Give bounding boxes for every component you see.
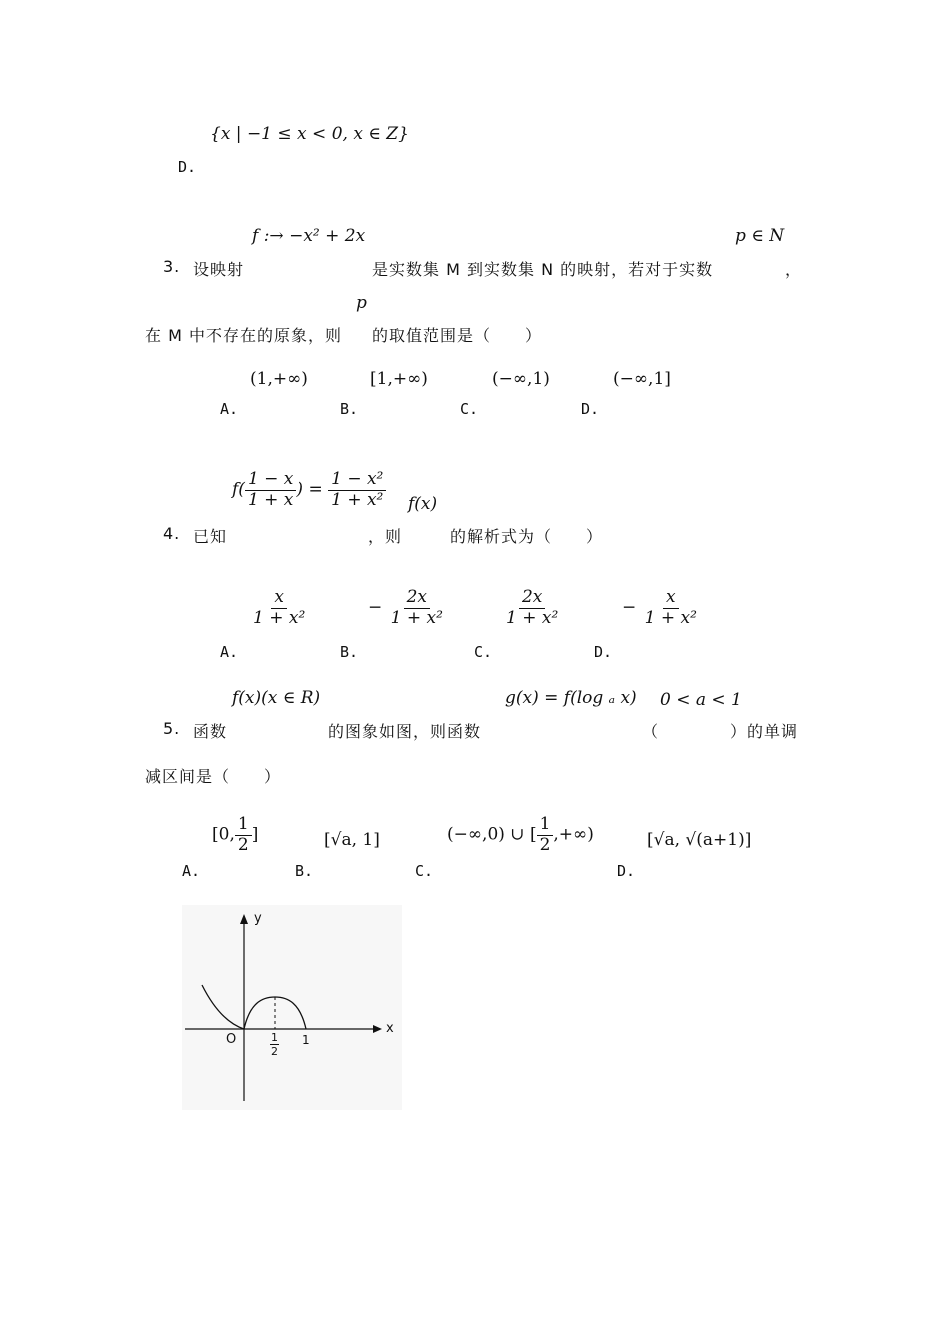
q5-number: 5. xyxy=(163,719,181,738)
q5-text-d: ）的单调 xyxy=(730,722,799,741)
q4-option-d-expr: − $\frac{x}{\text{1 + x²}}$ xyxy=(622,587,697,628)
y-axis-label: y xyxy=(254,911,262,926)
q3-text-line2-b: 的取值范围是（ ） xyxy=(372,326,543,345)
q5-option-d-label: D. xyxy=(617,862,636,880)
q4-option-a-expr: $\frac{x}{\text{1 + x²}}$ xyxy=(253,587,306,628)
q5-g-expression: g(x) = f(log ₐ x) xyxy=(505,688,637,708)
q5-option-c-expr: (−∞,0) ∪ [ $\frac{1}{2}$ ,+∞) xyxy=(447,814,594,855)
q3-option-c-label: C. xyxy=(460,400,479,418)
q5-text-line2: 减区间是（ ） xyxy=(145,767,282,786)
q3-option-c-expr: (−∞,1) xyxy=(492,369,550,389)
q4-option-d-label: D. xyxy=(594,643,613,661)
q3-text-c: ， xyxy=(785,260,803,279)
y-axis-arrow-icon xyxy=(240,914,248,924)
q3-option-a-label: A. xyxy=(220,400,239,418)
q5-option-b-label: B. xyxy=(295,862,314,880)
q5-text-a: 函数 xyxy=(193,722,228,741)
q5-option-b-expr: [√a, 1] xyxy=(324,830,380,850)
origin-label: O xyxy=(226,1032,237,1047)
q4-text-b: ，则 xyxy=(368,527,403,546)
q4-option-c-expr: $\frac{2x}{\text{1 + x²}}$ xyxy=(506,587,559,628)
q5-option-d-expr: [√a, √(a+1)] xyxy=(647,830,752,850)
q5-f-expression: f(x)(x ∈ R) xyxy=(232,688,321,708)
x-axis-label: x xyxy=(386,1021,394,1036)
q3-text-line2-a: 在 M 中不存在的原象，则 xyxy=(145,326,342,345)
q4-option-b-label: B. xyxy=(340,643,359,661)
q3-text-a: 设映射 xyxy=(193,260,245,279)
q4-text-a: 已知 xyxy=(193,527,228,546)
q4-option-b-expr: − $\frac{2x}{\text{1 + x²}}$ xyxy=(368,587,443,628)
q5-option-a-expr: [0, $\frac{1}{2}$ ] xyxy=(212,814,259,855)
q3-p-in-n: p ∈ N xyxy=(735,226,785,246)
q2-set-expression: {x | −1 ≤ x < 0, x ∈ Z} xyxy=(210,124,409,144)
curve-left xyxy=(202,985,244,1029)
q5-option-a-label: A. xyxy=(182,862,201,880)
q4-number: 4. xyxy=(163,524,181,543)
q3-option-d-label: D. xyxy=(581,400,600,418)
q3-option-b-expr: [1,+∞) xyxy=(370,369,428,389)
q3-option-a-expr: (1,+∞) xyxy=(250,369,308,389)
q3-option-b-label: B. xyxy=(340,400,359,418)
q4-option-a-label: A. xyxy=(220,643,239,661)
x-axis-arrow-icon xyxy=(373,1025,382,1033)
q4-given-equation: f( $\frac{1 - x}{1 + x}$ ) = $\frac{\text{1 − x²}}{\text{1 + x²}}$ xyxy=(232,470,386,510)
q4-fx: f(x) xyxy=(408,494,438,514)
function-graph xyxy=(182,905,402,1110)
function-graph-svg xyxy=(182,905,402,1110)
q3-number: 3. xyxy=(163,257,181,276)
q3-text-b: 是实数集 M 到实数集 N 的映射，若对于实数 xyxy=(372,260,714,279)
q5-a-range: 0 < a < 1 xyxy=(660,690,742,710)
q3-p-symbol: p xyxy=(356,293,367,313)
q5-text-c: （ xyxy=(642,722,660,741)
q4-text-c: 的解析式为（ ） xyxy=(450,527,604,546)
curve-hump xyxy=(244,997,306,1029)
one-tick-label: 1 xyxy=(302,1033,310,1047)
q4-option-c-label: C. xyxy=(474,643,493,661)
q5-option-c-label: C. xyxy=(415,862,434,880)
q5-text-b: 的图象如图，则函数 xyxy=(328,722,482,741)
q2-option-d-label: D. xyxy=(178,158,197,176)
half-tick-label: 1 2 xyxy=(271,1031,278,1058)
q3-option-d-expr: (−∞,1] xyxy=(613,369,671,389)
q3-mapping-expression: f :→ −x² + 2x xyxy=(252,226,366,246)
